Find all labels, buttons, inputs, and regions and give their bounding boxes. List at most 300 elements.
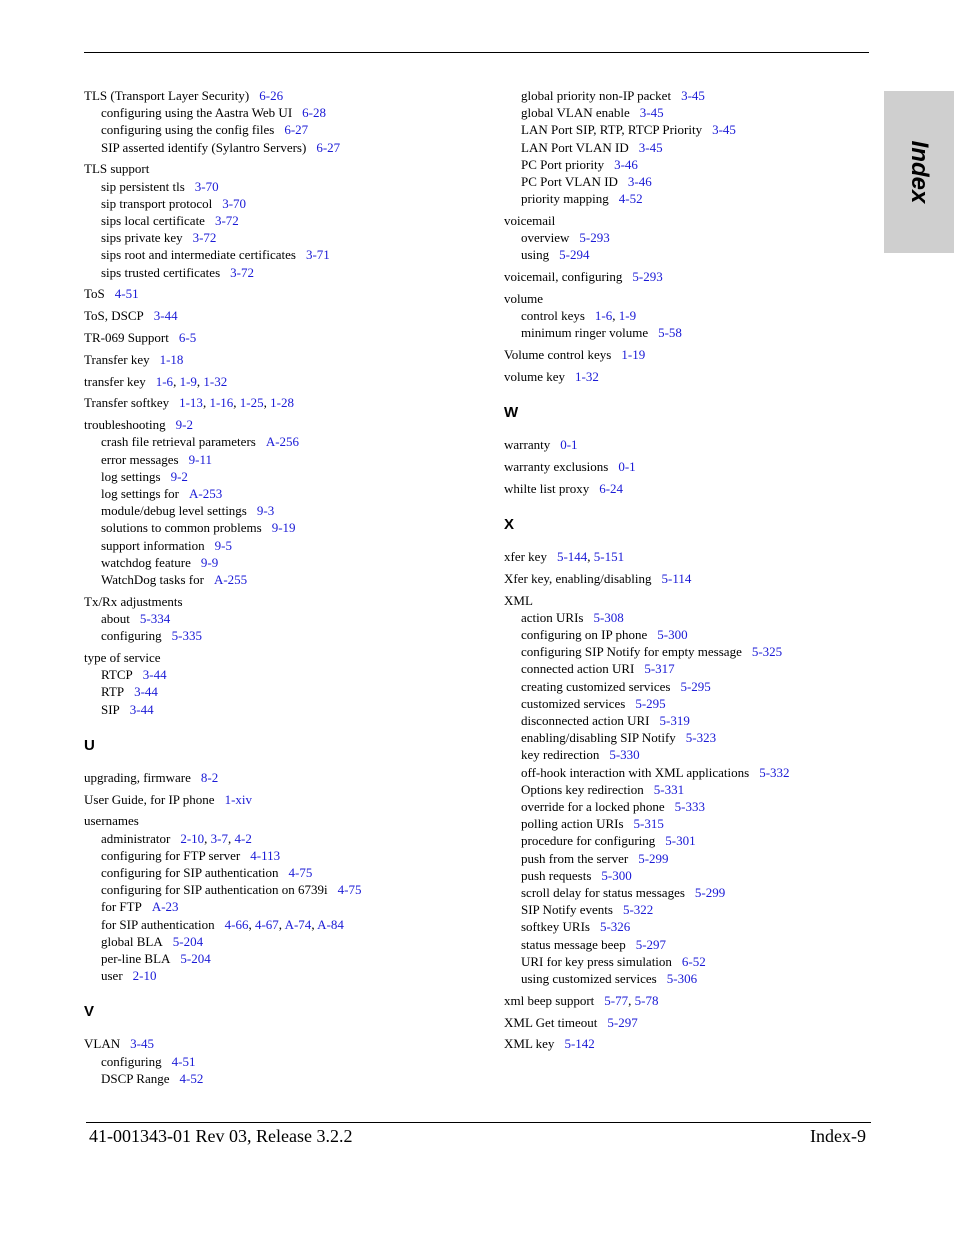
page-refs	[667, 971, 697, 986]
index-subentry	[504, 901, 874, 918]
page-refs	[599, 481, 623, 496]
page-ref-link[interactable]: 5-333	[674, 799, 706, 815]
index-subentry	[84, 847, 454, 864]
page-refs	[660, 713, 690, 728]
index-subentry	[84, 967, 454, 984]
page-ref-link[interactable]: 3-45	[681, 88, 705, 103]
index-term: creating customized services	[521, 678, 671, 694]
page-refs	[189, 486, 222, 501]
page-ref-link[interactable]: 9-2	[175, 417, 193, 433]
index-term: priority mapping	[521, 191, 609, 207]
page-ref-link[interactable]: 5-58	[658, 325, 682, 341]
index-term: Transfer key	[84, 351, 150, 367]
index-term-line	[504, 592, 874, 609]
index-subentry	[84, 485, 454, 502]
index-subentry	[84, 264, 454, 281]
ref-separator: ,	[587, 549, 594, 565]
page-ref-link[interactable]: 5-323	[685, 730, 717, 746]
page-refs	[284, 122, 308, 137]
index-term: sips local certificate	[101, 213, 205, 229]
index-subentry	[504, 643, 874, 660]
header-rule	[84, 52, 869, 53]
index-section-letter: X	[504, 516, 515, 534]
index-term: procedure for configuring	[521, 833, 656, 849]
index-subentry	[84, 701, 454, 718]
page-ref-link[interactable]: 0-1	[560, 437, 578, 453]
index-subentry	[84, 104, 454, 121]
page-refs	[695, 885, 725, 900]
index-term: overview	[521, 230, 570, 246]
page-ref-link[interactable]: 5-319	[659, 713, 690, 729]
side-tab-label: Index	[906, 140, 933, 204]
page-ref-link[interactable]: 5-204	[180, 951, 211, 967]
index-term: SIP asserted identify (Sylantro Servers)	[101, 139, 307, 155]
page-ref-link[interactable]: 1-19	[621, 347, 646, 363]
page-refs	[686, 730, 716, 745]
page-refs	[189, 452, 212, 467]
index-entry	[84, 812, 454, 984]
page-ref-link[interactable]: 5-293	[579, 230, 610, 246]
page-refs	[257, 503, 274, 518]
page-refs	[180, 951, 210, 966]
page-ref-link[interactable]: 6-27	[316, 139, 341, 155]
index-subentry	[84, 571, 454, 588]
page-refs	[595, 308, 636, 323]
page-ref-link[interactable]: 5-78	[634, 992, 659, 1008]
page-ref-link[interactable]: 3-45	[638, 139, 663, 155]
index-term: XML Get timeout	[504, 1014, 598, 1030]
index-term: warranty	[504, 437, 551, 453]
index-subentry	[84, 554, 454, 571]
index-term: configuring for FTP server	[101, 847, 241, 863]
index-subentry	[84, 933, 454, 950]
page-refs	[259, 88, 283, 103]
ref-separator: ,	[628, 992, 635, 1008]
index-term: using	[521, 247, 550, 263]
page-ref-link[interactable]: 1-25	[239, 395, 264, 411]
page-ref-link[interactable]: 6-24	[599, 480, 624, 496]
index-subentry	[504, 712, 874, 729]
index-term-line	[504, 268, 874, 285]
page-ref-link[interactable]: 3-44	[153, 308, 178, 324]
index-term: customized services	[521, 695, 626, 711]
index-term: push requests	[521, 867, 592, 883]
index-term-line	[84, 416, 454, 433]
index-term: crash file retrieval parameters	[101, 434, 256, 450]
page-ref-link[interactable]: 4-66	[224, 916, 249, 932]
page-refs	[225, 917, 344, 932]
page-ref-link[interactable]: 1-16	[209, 395, 234, 411]
index-term-line	[84, 593, 454, 610]
page-ref-link[interactable]: 4-75	[337, 882, 362, 898]
page-ref-link[interactable]: 5-293	[632, 269, 663, 285]
index-term: push from the server	[521, 850, 629, 866]
page-refs	[644, 661, 674, 676]
index-term: RTCP	[101, 667, 133, 683]
index-subentry	[504, 87, 874, 104]
page-ref-link[interactable]: 3-70	[222, 195, 247, 211]
ref-separator: ,	[202, 395, 210, 411]
page-ref-link[interactable]: 6-27	[284, 122, 309, 138]
index-term: XML	[504, 592, 533, 608]
page-ref-link[interactable]: 5-142	[564, 1036, 595, 1052]
page-ref-link[interactable]: 4-52	[179, 1070, 204, 1086]
page-refs	[214, 572, 247, 587]
page-ref-link[interactable]: 5-295	[680, 678, 711, 694]
page-ref-link[interactable]: 3-44	[142, 667, 167, 683]
index-term: configuring using the config files	[101, 122, 275, 138]
index-term: global VLAN enable	[521, 105, 630, 121]
index-entry	[504, 548, 874, 565]
index-term: configuring for SIP authentication	[101, 865, 279, 881]
index-term-line	[504, 290, 874, 307]
page-ref-link[interactable]: 3-7	[210, 830, 229, 846]
index-term: configuring	[101, 1053, 162, 1069]
page-ref-link[interactable]: 5-144	[556, 549, 588, 565]
index-term: VLAN	[84, 1036, 121, 1052]
index-term-line	[84, 812, 454, 829]
page-refs	[195, 179, 219, 194]
index-subentry	[84, 451, 454, 468]
page-refs	[289, 865, 313, 880]
index-term: configuring on IP phone	[521, 627, 648, 643]
ref-separator: ,	[204, 830, 211, 846]
page-refs	[176, 417, 193, 432]
page-refs	[154, 308, 178, 323]
page-ref-link[interactable]: 1-6	[155, 373, 174, 389]
page-ref-link[interactable]: 1-32	[203, 373, 228, 389]
index-term: administrator	[101, 830, 171, 846]
index-term: volume key	[504, 369, 566, 385]
index-term: TLS (Transport Layer Security)	[84, 88, 250, 103]
index-subentry	[84, 1053, 454, 1070]
index-entry	[84, 307, 454, 324]
page-ref-link[interactable]: 2-10	[132, 968, 157, 984]
index-term: warranty exclusions	[504, 459, 609, 475]
index-entry	[504, 1035, 874, 1052]
index-term: polling action URIs	[521, 816, 624, 832]
page-ref-link[interactable]: A-23	[151, 899, 179, 915]
index-term: configuring for SIP authentication on 6739i	[101, 882, 328, 898]
index-term-line	[504, 436, 874, 453]
index-entry	[84, 285, 454, 302]
index-subentry	[504, 324, 874, 341]
index-subentry	[84, 830, 454, 847]
index-term: ToS, DSCP	[84, 308, 144, 324]
index-subentry	[84, 627, 454, 644]
index-term-line	[504, 570, 874, 587]
page-ref-link[interactable]: 6-5	[178, 330, 197, 346]
index-term: scroll delay for status messages	[521, 885, 685, 901]
index-entry	[504, 570, 874, 587]
page-refs	[636, 937, 666, 952]
page-refs	[143, 667, 167, 682]
index-subentry	[84, 1070, 454, 1087]
index-subentry	[84, 666, 454, 683]
index-term: disconnected action URI	[521, 713, 650, 729]
page-ref-link[interactable]: 1-9	[618, 308, 637, 324]
page-refs	[115, 286, 139, 301]
page-refs	[654, 782, 684, 797]
page-refs	[681, 88, 705, 103]
page-ref-link[interactable]: 5-331	[653, 781, 685, 797]
page-ref-link[interactable]: 1-13	[179, 395, 203, 411]
page-ref-link[interactable]: 3-46	[627, 174, 652, 190]
index-term: per-line BLA	[101, 951, 171, 967]
page-ref-link[interactable]: 4-113	[250, 847, 281, 863]
page-ref-link[interactable]: 5-325	[751, 644, 783, 660]
page-ref-link[interactable]: 5-306	[666, 971, 698, 987]
index-term: XML key	[504, 1036, 555, 1052]
index-entry	[84, 160, 454, 280]
page-ref-link[interactable]: 5-300	[657, 627, 688, 643]
page-ref-link[interactable]: 5-297	[635, 936, 667, 952]
index-entry	[504, 458, 874, 475]
page-refs	[662, 571, 692, 586]
index-term: configuring	[101, 628, 162, 644]
page-ref-link[interactable]: 5-322	[622, 902, 654, 918]
page-ref-link[interactable]: 5-299	[638, 850, 669, 866]
page-ref-link[interactable]: 6-52	[681, 953, 706, 969]
page-ref-link[interactable]: 3-71	[305, 247, 330, 263]
page-ref-link[interactable]: 5-300	[601, 867, 632, 883]
page-refs	[338, 882, 362, 897]
page-ref-link[interactable]: 5-294	[559, 247, 590, 263]
page-ref-link[interactable]: 4-75	[288, 865, 313, 881]
page-ref-link[interactable]: 0-1	[618, 459, 636, 475]
index-section-letter: W	[504, 404, 519, 422]
page-ref-link[interactable]: 5-335	[171, 628, 202, 644]
index-term: connected action URI	[521, 661, 635, 677]
index-term: ToS	[84, 286, 105, 302]
page-ref-link[interactable]: 5-204	[172, 933, 204, 949]
ref-separator: ,	[612, 308, 619, 324]
page-ref-link[interactable]: 4-51	[114, 286, 139, 302]
index-entry	[504, 346, 874, 363]
index-term: usernames	[84, 813, 139, 829]
index-term-line	[84, 791, 454, 808]
page-ref-link[interactable]: 5-297	[607, 1014, 638, 1030]
index-side-tab[interactable]	[884, 91, 954, 253]
page-ref-link[interactable]: 1-18	[159, 351, 184, 367]
index-term: Xfer key, enabling/disabling	[504, 570, 652, 586]
page-refs	[752, 644, 782, 659]
page-refs	[193, 230, 217, 245]
page-ref-link[interactable]: 5-330	[609, 747, 640, 763]
page-ref-link[interactable]: 4-67	[254, 916, 279, 932]
page-refs	[564, 1036, 594, 1051]
page-refs	[658, 325, 682, 340]
page-refs	[621, 347, 645, 362]
index-entry	[504, 290, 874, 342]
page-ref-link[interactable]: 5-334	[139, 611, 171, 627]
ref-separator: ,	[263, 395, 271, 411]
page-ref-link[interactable]: 4-51	[171, 1053, 196, 1069]
page-ref-link[interactable]: 6-26	[259, 88, 284, 103]
index-entry	[504, 87, 874, 207]
index-subentry	[84, 229, 454, 246]
index-subentry	[504, 695, 874, 712]
page-refs	[179, 330, 196, 345]
page-ref-link[interactable]: 5-301	[665, 833, 696, 849]
page-ref-link[interactable]: 1-6	[594, 308, 613, 324]
page-refs	[160, 352, 184, 367]
index-term: using customized services	[521, 971, 657, 987]
page-refs	[609, 747, 639, 762]
page-ref-link[interactable]: 3-46	[614, 156, 638, 172]
index-entry	[504, 368, 874, 385]
index-term: for SIP authentication	[101, 916, 215, 932]
page-ref-link[interactable]: 3-72	[192, 230, 217, 246]
page-ref-link[interactable]: 9-19	[271, 520, 296, 536]
page-refs	[665, 833, 695, 848]
ref-separator: ,	[173, 373, 180, 389]
index-subentry	[84, 212, 454, 229]
page-ref-link[interactable]: 3-45	[712, 122, 736, 138]
index-term: user	[101, 968, 123, 984]
index-subentry	[504, 121, 874, 138]
page-ref-link[interactable]: 3-45	[130, 1036, 154, 1052]
footer-document-id: 41-001343-01 Rev 03, Release 3.2.2	[89, 1126, 353, 1146]
page-refs	[559, 247, 589, 262]
page-ref-link[interactable]: 1-xiv	[224, 791, 253, 807]
footer-rule	[86, 1122, 871, 1123]
index-term: status message beep	[521, 936, 626, 952]
index-subentry	[504, 156, 874, 173]
page-footer	[86, 1124, 866, 1148]
page-ref-link[interactable]: 9-5	[214, 537, 232, 553]
page-ref-link[interactable]: A-74	[284, 916, 312, 932]
index-subentry	[504, 798, 874, 815]
page-ref-link[interactable]: 3-72	[214, 213, 239, 229]
index-subentry	[504, 729, 874, 746]
page-ref-link[interactable]: 5-151	[593, 549, 625, 565]
page-ref-link[interactable]: 9-11	[188, 451, 212, 467]
index-subentry	[504, 953, 874, 970]
index-term: xfer key	[504, 549, 547, 565]
page-ref-link[interactable]: 4-52	[618, 191, 643, 207]
page-ref-link[interactable]: 4-2	[234, 830, 252, 846]
index-term: LAN Port VLAN ID	[521, 139, 629, 155]
index-subentry	[504, 884, 874, 901]
page-ref-link[interactable]: 3-45	[639, 105, 664, 121]
page-refs	[579, 230, 609, 245]
index-term: voicemail	[504, 213, 556, 229]
index-subentry	[84, 898, 454, 915]
page-ref-link[interactable]: 3-70	[194, 178, 219, 194]
index-term: action URIs	[521, 609, 584, 625]
index-entry	[504, 436, 874, 453]
page-ref-link[interactable]: 5-332	[759, 764, 790, 780]
index-term: upgrading, firmware	[84, 769, 191, 785]
index-term-line	[84, 307, 454, 324]
page-refs	[179, 395, 294, 410]
page-ref-link[interactable]: 5-299	[694, 885, 726, 901]
page-refs	[640, 105, 664, 120]
index-subentry	[504, 104, 874, 121]
page-ref-link[interactable]: 3-72	[230, 264, 254, 280]
page-refs	[657, 627, 687, 642]
index-term: transfer key	[84, 373, 146, 389]
page-ref-link[interactable]: 5-326	[599, 919, 631, 935]
page-refs	[201, 555, 218, 570]
page-refs	[225, 792, 252, 807]
page-ref-link[interactable]: 5-114	[661, 570, 692, 586]
page-refs	[180, 1071, 204, 1086]
page-ref-link[interactable]: 3-44	[129, 701, 154, 717]
page-refs	[316, 140, 340, 155]
page-refs	[201, 770, 218, 785]
page-refs	[172, 1054, 196, 1069]
page-refs	[266, 434, 299, 449]
index-term: Tx/Rx adjustments	[84, 593, 183, 609]
page-refs	[712, 122, 736, 137]
index-term: global BLA	[101, 933, 163, 949]
page-ref-link[interactable]: 1-9	[179, 373, 197, 389]
index-entry	[84, 769, 454, 786]
index-entry	[84, 593, 454, 645]
page-ref-link[interactable]: 1-28	[270, 395, 294, 411]
page-refs	[601, 868, 631, 883]
page-ref-link[interactable]: 9-3	[256, 503, 275, 519]
page-ref-link[interactable]: 3-44	[134, 684, 158, 700]
index-subentry	[84, 195, 454, 212]
page-ref-link[interactable]: 5-295	[635, 695, 666, 711]
index-entry	[84, 1035, 454, 1087]
index-term: override for a locked phone	[521, 799, 665, 815]
page-ref-link[interactable]: 9-2	[170, 468, 188, 484]
page-ref-link[interactable]: 5-77	[604, 992, 629, 1008]
page-refs	[130, 702, 154, 717]
page-refs	[638, 851, 668, 866]
index-term: module/debug level settings	[101, 503, 247, 519]
index-subentry	[84, 433, 454, 450]
index-column-right	[504, 87, 874, 1053]
index-term: key redirection	[521, 747, 600, 763]
index-subentry	[504, 764, 874, 781]
index-entry	[84, 649, 454, 718]
index-term: URI for key press simulation	[521, 953, 672, 969]
index-term: support information	[101, 537, 205, 553]
index-subentry	[504, 139, 874, 156]
page-ref-link[interactable]: A-84	[317, 916, 344, 932]
page-ref-link[interactable]: 5-308	[593, 609, 624, 625]
index-subentry	[504, 190, 874, 207]
index-term-line	[84, 87, 454, 104]
index-subentry	[504, 850, 874, 867]
page-ref-link[interactable]: 2-10	[180, 830, 205, 846]
page-ref-link[interactable]: A-255	[213, 572, 248, 588]
page-refs	[618, 459, 635, 474]
page-refs	[607, 1015, 637, 1030]
index-term: log settings	[101, 468, 161, 484]
index-term: sip persistent tls	[101, 178, 185, 194]
index-subentry	[504, 626, 874, 643]
page-ref-link[interactable]: 9-9	[200, 554, 219, 570]
page-ref-link[interactable]: A-256	[265, 434, 300, 450]
page-ref-link[interactable]: 5-317	[644, 661, 675, 677]
index-term: PC Port priority	[521, 156, 605, 172]
index-subentry	[504, 832, 874, 849]
index-term: xml beep support	[504, 992, 595, 1008]
page-ref-link[interactable]: A-253	[189, 486, 223, 502]
page-ref-link[interactable]: 6-28	[302, 105, 326, 121]
index-entry	[84, 87, 454, 156]
page-ref-link[interactable]: 1-32	[575, 369, 599, 385]
page-ref-link[interactable]: 5-315	[633, 816, 664, 832]
index-term: sip transport protocol	[101, 195, 213, 211]
page-ref-link[interactable]: 8-2	[200, 769, 219, 785]
